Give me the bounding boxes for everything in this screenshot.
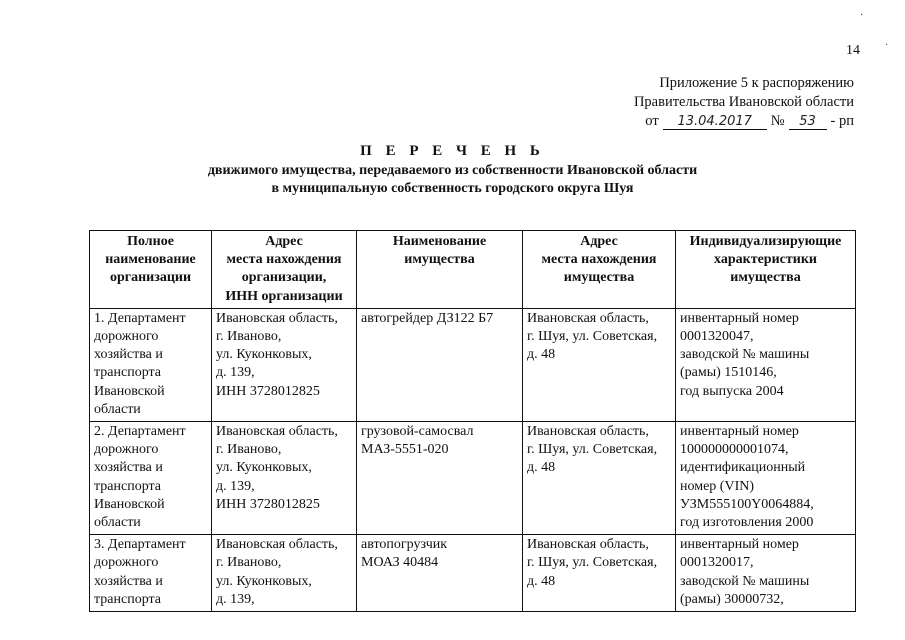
cell-line: г. Иваново, <box>216 329 282 345</box>
header-line: имущества <box>563 270 635 286</box>
header-line: имущества <box>404 252 475 268</box>
header-line: имущества <box>730 270 801 286</box>
cell-line: заводской № машины <box>680 573 810 589</box>
order-reference <box>534 112 854 131</box>
header-property-name <box>357 231 523 309</box>
header-property-characteristics <box>676 231 856 309</box>
cell-line: (рамы) 1510146, <box>680 365 777 381</box>
header-line: ИНН организации <box>225 288 343 304</box>
header-line: наименование <box>105 252 196 268</box>
cell-line: 2. Департамент <box>94 424 186 440</box>
header-line: организации, <box>241 270 327 286</box>
scan-speck: · <box>885 40 889 51</box>
header-line: места нахождения <box>226 252 342 268</box>
cell-line: хозяйства и <box>94 347 163 363</box>
table-row <box>90 308 856 421</box>
page-number: 14 <box>846 43 860 58</box>
cell-property-characteristics <box>676 308 856 421</box>
cell-line: транспорта <box>94 365 162 381</box>
table-body <box>90 308 856 611</box>
cell-line: УЗМ555100Y0064884, <box>680 496 814 512</box>
subtitle-line-1: движимого имущества, передаваемого из собственности Ивановской области <box>207 163 698 178</box>
header-line: Адрес <box>580 234 618 249</box>
order-number: 53 <box>789 115 827 130</box>
cell-line: д. 139, <box>216 478 255 494</box>
cell-line: автогрейдер ДЗ122 Б7 <box>361 310 494 326</box>
cell-line: ИНН 3728012825 <box>216 383 320 399</box>
cell-line: МАЗ-5551-020 <box>361 442 449 458</box>
cell-line: 1. Департамент <box>94 310 186 326</box>
cell-line: грузовой-самосвал <box>361 424 474 440</box>
cell-line: инвентарный номер <box>680 424 799 440</box>
cell-line: г. Шуя, ул. Советская, <box>527 555 658 571</box>
header-organization-name <box>90 231 212 309</box>
cell-line: 0001320017, <box>680 555 754 571</box>
order-suffix: - рп <box>830 113 854 129</box>
cell-organization-name <box>90 535 212 612</box>
cell-line: д. 139, <box>216 365 255 381</box>
cell-property-name <box>357 422 523 535</box>
table-row <box>90 422 856 535</box>
document-subtitle <box>0 162 905 198</box>
cell-line: 3. Департамент <box>94 537 186 553</box>
cell-line: области <box>94 401 141 417</box>
cell-line: МОАЗ 40484 <box>361 555 439 571</box>
scan-speck: · <box>860 10 864 21</box>
cell-property-address <box>523 535 676 612</box>
cell-property-characteristics <box>676 422 856 535</box>
cell-line: ул. Куконковых, <box>216 347 312 363</box>
cell-line: (рамы) 30000732, <box>680 591 784 607</box>
cell-organization-name <box>90 422 212 535</box>
cell-line: д. 48 <box>527 573 556 589</box>
cell-line: инвентарный номер <box>680 310 799 326</box>
cell-property-name <box>357 535 523 612</box>
cell-line: д. 48 <box>527 460 556 476</box>
cell-line: г. Шуя, ул. Советская, <box>527 329 658 345</box>
cell-line: дорожного <box>94 555 159 571</box>
cell-organization-address <box>212 308 357 421</box>
cell-line: г. Шуя, ул. Советская, <box>527 442 658 458</box>
cell-property-name <box>357 308 523 421</box>
cell-line: Ивановской <box>94 496 165 512</box>
cell-line: идентификационный <box>680 460 806 476</box>
cell-line: ул. Куконковых, <box>216 460 312 476</box>
header-line: организации <box>109 270 192 286</box>
cell-line: Ивановская область, <box>216 310 338 326</box>
cell-line: автопогрузчик <box>361 537 448 553</box>
cell-line: хозяйства и <box>94 460 163 476</box>
cell-line: Ивановская область, <box>527 424 649 440</box>
cell-line: дорожного <box>94 329 159 345</box>
cell-line: г. Иваново, <box>216 555 282 571</box>
header-line: Адрес <box>265 234 303 249</box>
order-date: 13.04.2017 <box>663 115 767 130</box>
cell-line: Ивановская область, <box>216 537 338 553</box>
cell-line: Ивановская область, <box>527 310 649 326</box>
cell-line: год выпуска 2004 <box>680 383 784 399</box>
document-title: П Е Р Е Ч Е Н Ь <box>360 143 545 159</box>
cell-line: ИНН 3728012825 <box>216 496 320 512</box>
cell-line: г. Иваново, <box>216 442 282 458</box>
cell-line: транспорта <box>94 478 162 494</box>
appendix-line-1: Приложение 5 к распоряжению <box>659 75 854 91</box>
cell-organization-address <box>212 535 357 612</box>
cell-line: Ивановская область, <box>216 424 338 440</box>
appendix-line-2: Правительства Ивановской области <box>633 94 854 110</box>
cell-line: области <box>94 515 141 531</box>
cell-line: д. 139, <box>216 591 255 607</box>
cell-line: 0001320047, <box>680 329 754 345</box>
header-line: места нахождения <box>541 252 657 268</box>
subtitle-line-2: в муниципальную собственность городского округа Шуя <box>271 181 634 196</box>
header-line: Полное <box>127 234 174 249</box>
cell-line: 100000000001074, <box>680 442 789 458</box>
cell-line: хозяйства и <box>94 573 163 589</box>
order-prefix: от <box>645 113 659 129</box>
cell-line: д. 48 <box>527 347 556 363</box>
header-line: Индивидуализирующие <box>689 234 842 249</box>
cell-line: ул. Куконковых, <box>216 573 312 589</box>
cell-property-characteristics <box>676 535 856 612</box>
cell-line: транспорта <box>94 591 162 607</box>
cell-line: Ивановской <box>94 383 165 399</box>
table-row <box>90 535 856 612</box>
table-header-row <box>90 231 856 309</box>
cell-organization-address <box>212 422 357 535</box>
header-line: Наименование <box>392 234 487 249</box>
cell-property-address <box>523 308 676 421</box>
cell-line: заводской № машины <box>680 347 810 363</box>
cell-line: инвентарный номер <box>680 537 799 553</box>
property-table <box>89 230 856 612</box>
cell-property-address <box>523 422 676 535</box>
cell-organization-name <box>90 308 212 421</box>
header-property-address <box>523 231 676 309</box>
cell-line: год изготовления 2000 <box>680 515 814 531</box>
order-number-sign: № <box>770 113 785 129</box>
header-line: характеристики <box>714 252 817 268</box>
cell-line: Ивановская область, <box>527 537 649 553</box>
cell-line: дорожного <box>94 442 159 458</box>
header-organization-address <box>212 231 357 309</box>
cell-line: номер (VIN) <box>680 478 755 494</box>
appendix-header <box>534 74 854 131</box>
